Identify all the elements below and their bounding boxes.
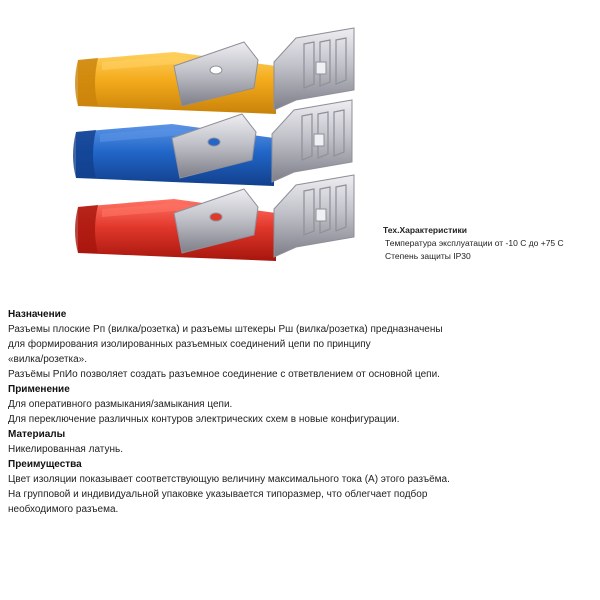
section-text: Разъемы плоские Рп (вилка/розетка) и разъемы штекеры Рш (вилка/розетка) предназначены [8,324,443,335]
tab-hole [208,138,220,146]
section-application [8,382,593,427]
section-heading: Применение [8,384,70,395]
technical-specs [383,224,598,263]
section-text: На групповой и индивидуальной упаковке указывается типоразмер, что облегчает подбор [8,489,428,500]
connector-red [75,175,354,261]
section-purpose [8,307,593,382]
section-text: Для оперативного размыкания/замыкания цепи. [8,399,233,410]
section-heading: Преимущества [8,459,82,470]
sleeve-mouth [75,58,98,106]
tab-hole [210,66,222,74]
section-materials [8,427,593,457]
section-text: Цвет изоляции показывает соответствующую величину максимального тока (А) этого разъёма. [8,474,450,485]
section-text: «вилка/розетка». [8,354,88,365]
spec-line-protection: Степень защиты IP30 [385,251,471,261]
section-text: Никелированная латунь. [8,444,124,455]
sleeve-mouth [73,130,96,178]
spec-line-temperature: Температура эксплуатации от -10 С до +75 С [385,238,564,248]
specs-title: Тех.Характеристики [383,225,467,235]
sleeve-mouth [75,205,98,253]
section-heading: Назначение [8,309,67,320]
connector-yellow [75,28,354,114]
section-heading: Материалы [8,429,66,440]
section-text: необходимого разъема. [8,504,119,515]
connector-blue [73,100,352,186]
tab-hole [210,213,222,221]
section-text: Разъёмы РпИо позволяет создать разъемное соединение с ответвлением от основной цепи. [8,369,440,380]
section-text: для формирования изолированных разъемных соединений цепи по принципу [8,339,371,350]
section-text: Для переключение различных контуров электрических схем в новые конфигурации. [8,414,400,425]
section-advantages [8,457,593,517]
description [8,307,593,517]
